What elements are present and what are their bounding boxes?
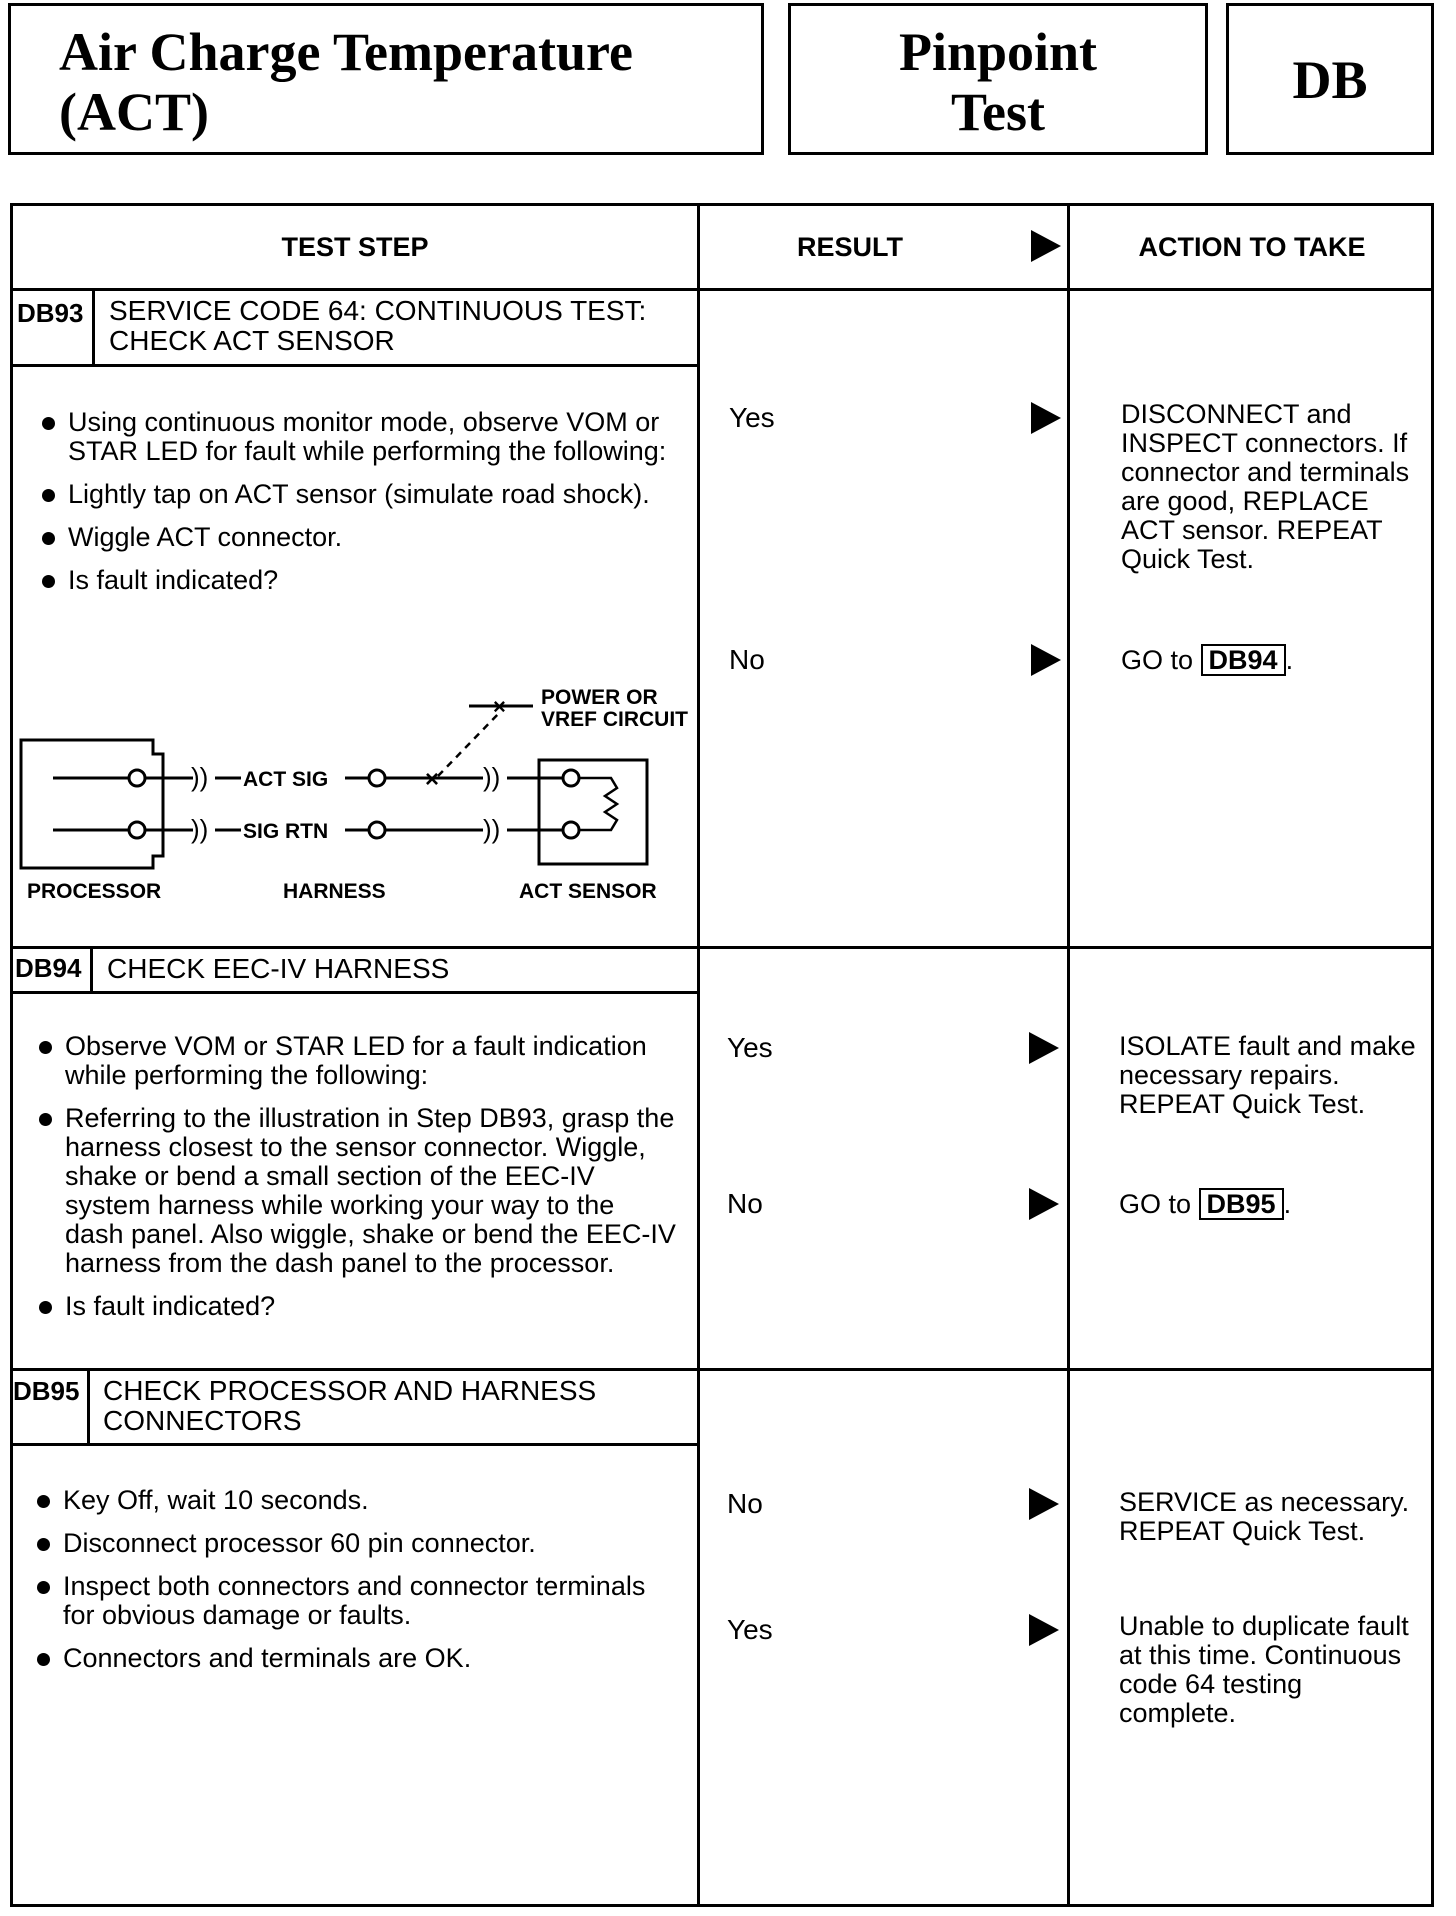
- sig-rtn-label: SIG RTN: [243, 820, 329, 843]
- processor-pin: [129, 770, 145, 786]
- col-divider-2: [1067, 206, 1070, 1904]
- bullet-item: Using continuous monitor mode, observe VOM or STAR LED for fault while performing the following:: [38, 408, 678, 466]
- bullet-item: Inspect both connectors and connector terminals for obvious damage or faults.: [33, 1572, 679, 1630]
- test-code: DB: [1292, 50, 1368, 110]
- power-label-line1: POWER OR: [541, 686, 658, 709]
- result-arrow-icon: [1029, 1188, 1059, 1220]
- act-sensor-outline: [539, 760, 647, 864]
- act-circuit-diagram: [13, 676, 697, 906]
- goto-suffix: .: [1285, 645, 1294, 675]
- result-no: No: [729, 644, 765, 675]
- title-box: [8, 3, 764, 155]
- harness-connector: [369, 822, 385, 838]
- pinpoint-box: [788, 3, 1208, 155]
- bullet-item: Is fault indicated?: [35, 1292, 679, 1321]
- svg-text:)): )): [191, 762, 209, 792]
- act-sensor-label: ACT SENSOR: [519, 880, 657, 903]
- result-arrow-icon: [1031, 230, 1061, 262]
- step-title-rule: [13, 991, 697, 994]
- svg-text:×: ×: [493, 694, 506, 719]
- header-rule: [13, 288, 1431, 291]
- step-id: DB94: [15, 953, 82, 983]
- action-text: ISOLATE fault and make necessary repairs. REPEAT Quick Test.: [1119, 1031, 1416, 1119]
- step-id: DB95: [13, 1376, 80, 1406]
- step-rule: [13, 1368, 1431, 1371]
- bullet-item: Is fault indicated?: [38, 566, 678, 595]
- goto-step-db94[interactable]: DB94: [1201, 644, 1286, 676]
- step-id: DB93: [17, 298, 84, 328]
- result-yes: Yes: [729, 402, 775, 433]
- goto-action: [1119, 1188, 1419, 1220]
- bullet-item: Disconnect processor 60 pin connector.: [33, 1529, 679, 1558]
- result-no: No: [727, 1488, 763, 1519]
- step-id-divider: [92, 291, 95, 364]
- goto-prefix: GO to: [1121, 645, 1194, 675]
- step-rule: [13, 946, 1431, 949]
- processor-outline: [21, 740, 163, 868]
- goto-step-db95[interactable]: DB95: [1199, 1188, 1284, 1220]
- step-id-divider: [87, 1371, 90, 1443]
- col-header-action: ACTION TO TAKE: [1138, 232, 1366, 262]
- sensor-pin: [563, 822, 579, 838]
- step-title-line2: CHECK ACT SENSOR: [109, 325, 395, 356]
- result-arrow-icon: [1029, 1032, 1059, 1064]
- short-marker-icon: ×: [425, 766, 440, 793]
- step-bullets: [38, 408, 678, 609]
- step-id-divider: [90, 949, 93, 991]
- bullet-item: Key Off, wait 10 seconds.: [33, 1486, 679, 1515]
- action-text: SERVICE as necessary. REPEAT Quick Test.: [1119, 1487, 1410, 1546]
- page-title-line1: Air Charge Temperature: [59, 22, 633, 82]
- col-header-result: RESULT: [797, 232, 903, 262]
- step-title-line2: CONNECTORS: [103, 1405, 302, 1436]
- step-title-rule: [13, 1443, 697, 1446]
- processor-pin: [129, 822, 145, 838]
- action-text: DISCONNECT and INSPECT connectors. If connector and terminals are good, REPLACE ACT sensor. REPEAT Quick Test.: [1121, 399, 1410, 574]
- bullet-item: Connectors and terminals are OK.: [33, 1644, 679, 1673]
- thermistor-icon: [579, 778, 617, 830]
- step-title-line1: CHECK EEC-IV HARNESS: [107, 953, 450, 984]
- goto-suffix: .: [1283, 1189, 1292, 1219]
- processor-label: PROCESSOR: [27, 880, 162, 903]
- svg-text:)): )): [483, 762, 501, 792]
- col-header-test-step: TEST STEP: [281, 232, 429, 262]
- result-arrow-icon: [1029, 1614, 1059, 1646]
- result-arrow-icon: [1029, 1488, 1059, 1520]
- bullet-item: Observe VOM or STAR LED for a fault indication while performing the following:: [35, 1032, 679, 1090]
- bullet-item: Wiggle ACT connector.: [38, 523, 678, 552]
- svg-text:)): )): [483, 814, 501, 844]
- sensor-pin: [563, 770, 579, 786]
- harness-connector: [369, 770, 385, 786]
- svg-text:)): )): [191, 814, 209, 844]
- step-bullets: [35, 1032, 679, 1335]
- page-title-line2: (ACT): [59, 82, 209, 142]
- pinpoint-line2: Test: [950, 82, 1046, 142]
- pinpoint-line1: Pinpoint: [898, 22, 1098, 82]
- goto-prefix: GO to: [1119, 1189, 1192, 1219]
- step-title-line1: CHECK PROCESSOR AND HARNESS: [103, 1375, 597, 1406]
- code-box: [1226, 3, 1434, 155]
- result-arrow-icon: [1031, 402, 1061, 434]
- pinpoint-table: [10, 203, 1434, 1907]
- harness-label: HARNESS: [283, 880, 386, 903]
- bullet-item: Referring to the illustration in Step DB93, grasp the harness closest to the sensor connector. Wiggle, shake or bend a small section of the EEC-IV system harness while working your way to the dash panel. Also wiggle, shake or bend the EEC-IV harness from the dash panel to the processor.: [35, 1104, 679, 1278]
- step-title-line1: SERVICE CODE 64: CONTINUOUS TEST:: [109, 295, 647, 326]
- result-yes: Yes: [727, 1614, 773, 1645]
- result-arrow-icon: [1031, 644, 1061, 676]
- result-no: No: [727, 1188, 763, 1219]
- step-bullets: [33, 1486, 679, 1687]
- step-title-rule: [13, 364, 697, 367]
- col-divider-1: [697, 206, 700, 1904]
- goto-action: [1121, 644, 1421, 676]
- power-label-line2: VREF CIRCUIT: [541, 708, 688, 731]
- bullet-item: Lightly tap on ACT sensor (simulate road shock).: [38, 480, 678, 509]
- action-text: Unable to duplicate fault at this time. Continuous code 64 testing complete.: [1119, 1611, 1409, 1728]
- result-yes: Yes: [727, 1032, 773, 1063]
- act-sig-label: ACT SIG: [243, 768, 329, 791]
